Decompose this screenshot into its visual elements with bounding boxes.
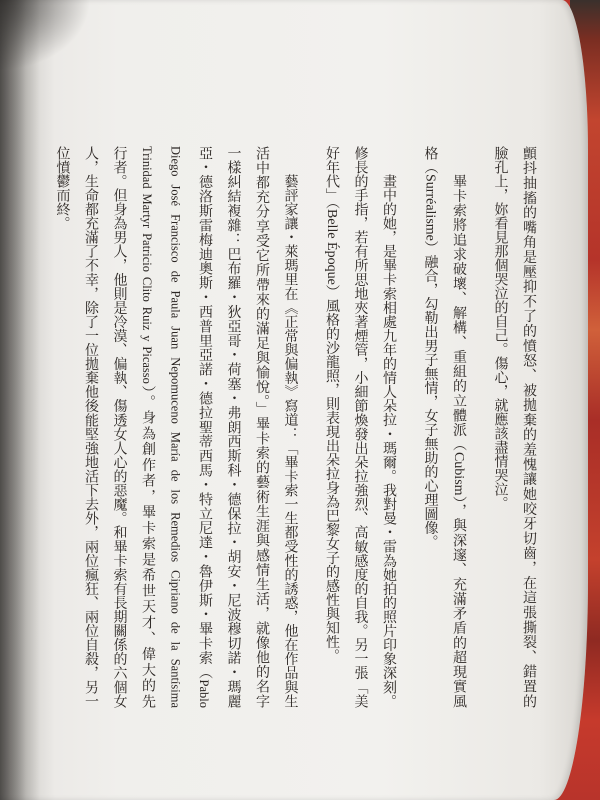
text-line: 畫中的她，是畢卡索相處九年的情人朵拉・瑪爾。我對曼・雷為她拍的照片印象深刻。 — [381, 174, 396, 708]
text-line: 位憤鬱而終。 — [54, 146, 70, 230]
text-line: 畢卡索將追求破壞、解構、重組的立體派（Cubism），與深邃、充滿矛盾的超現實風 — [451, 174, 466, 708]
text-line — [190, 146, 219, 708]
text-segment: 亞・德洛斯雷梅迪奧斯・西普里亞諾・德拉聖蒂西馬・特立尼達・魯伊斯・畢卡索（ — [197, 146, 212, 680]
latin-text: Pablo — [197, 679, 211, 708]
text-line: 人，生命都充滿了不幸，除了一位拋棄他後能堅強地活下去外，兩位瘋狂、兩位自殺，另一 — [83, 146, 98, 708]
text-line: 一樣糾結複雜：巴布羅・狄亞哥・荷塞・弗朗西斯科・德保拉・胡安・尼波穆切諾・瑪麗 — [225, 146, 241, 708]
latin-text: Trinidad Martyr Patricio Clito Ruiz y Picasso — [140, 146, 154, 384]
text-line: 顫抖抽搐的嘴角是壓抑不了的憤怒、被拋棄的羞愧讓她咬牙切齒，在這張撕裂、錯置的 — [521, 146, 536, 708]
latin-text: Diego José Francisco de Paula Juan Nepomuceno María de los Remedios Cipriano de la Santísima — [168, 146, 183, 708]
page-gutter-shadow — [0, 0, 40, 800]
page-text — [47, 146, 542, 708]
paragraph — [415, 146, 472, 708]
text-line: 行者。但身為男人，他則是冷漠、偏執、傷透女人心的惡魔。和畢卡索有長期關係的六個女 — [111, 146, 127, 708]
text-line: 臉孔上，妳看見那個哭泣的自己。傷心，就應該盡情哭泣。 — [492, 146, 508, 510]
paragraph — [485, 146, 542, 708]
text-line: 修長的手指，若有所思地夾著煙管，小細節煥發出朵拉強烈、高敏感度的自我。另一張「美 — [352, 146, 368, 708]
text-line: 活中都充分享受它所帶來的滿足與愉悅。」畢卡索的藝術生涯與感情生活，就像他的名字 — [254, 146, 269, 708]
text-line: 藝評家讓・萊瑪里在《正常與偏執》寫道：「畢卡索一生都受性的誘惑，他在作品與生 — [282, 174, 298, 708]
paragraph — [317, 146, 403, 708]
text-line: 格（Surréalisme）融合，勾勒出男子無情，女子無助的心理圖像。 — [422, 146, 438, 549]
paragraph — [47, 146, 304, 708]
text-line: 好年代」（Belle Époque）風格的沙龍照，則表現出朵拉身為巴黎女子的感性與知性。 — [324, 146, 339, 663]
text-line — [161, 146, 190, 708]
text-segment: ）。身為創作者，畢卡索是希世天才、偉大的先 — [140, 383, 155, 708]
text-line — [133, 146, 162, 708]
